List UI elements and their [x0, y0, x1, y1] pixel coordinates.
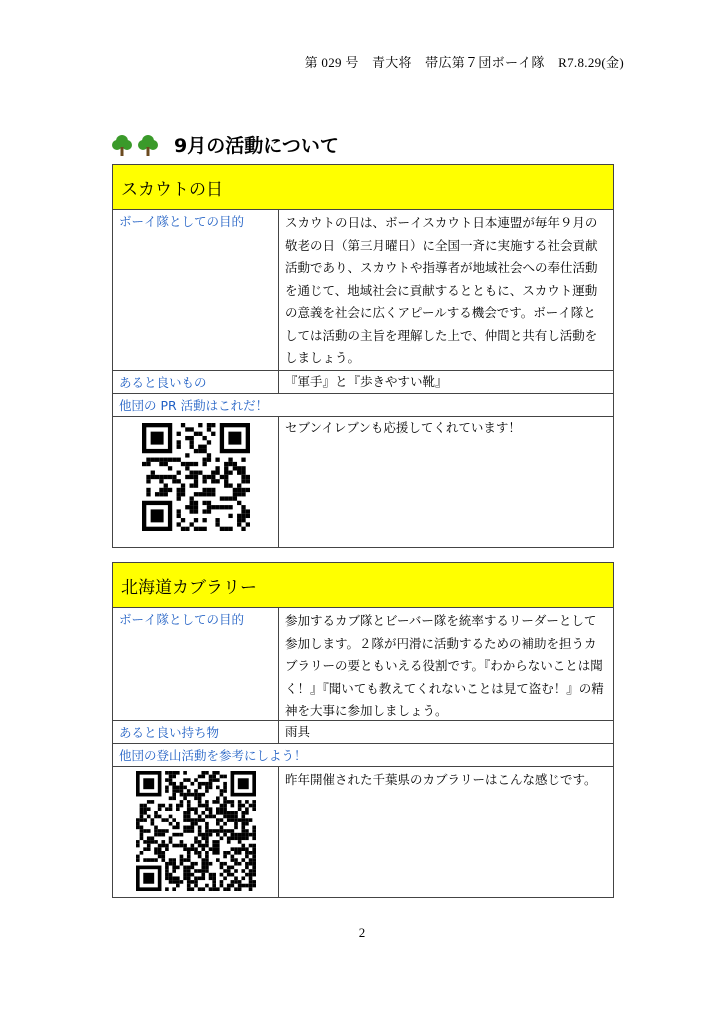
qr-cell — [113, 417, 279, 547]
page-title-row — [112, 131, 339, 158]
qr-note: 昨年開催された千葉県のカブラリーはこんな感じです。 — [285, 772, 597, 787]
link-label: 他団の登山活動を参考にしよう！ — [119, 748, 307, 763]
qr-note: セブンイレブンも応援してくれています！ — [285, 420, 521, 435]
qr-code-icon[interactable] — [136, 771, 256, 891]
qr-cell — [113, 767, 279, 897]
tree-icon — [112, 134, 132, 156]
section-heading: スカウトの日 — [113, 165, 613, 210]
purpose-text: スカウトの日は、ボーイスカウト日本連盟が毎年９月の敬老の日（第三月曜日）に全国一斉に実施する社会貢献活動であり、スカウトや指導者が地域社会への奉仕活動を通じて、地域社会に貢献するとともに、スカウト運動の意義を社会に広くアピールする機会です。ボーイ隊としては活動の主旨を理解した上で、仲間と共有し活動をしましょう。 — [285, 215, 598, 365]
page-number: 2 — [358, 925, 366, 940]
qr-code-icon[interactable] — [142, 423, 250, 531]
purpose-text: 参加するカブ隊とビーバー隊を統率するリーダーとして参加します。２隊が円滑に活動するための補助を担うカブラリーの要ともいえる役割です。『わからないことは聞く！』『聞いても教えてくれないことは見て盗む！』の精神を大事に参加しましょう。 — [285, 613, 604, 718]
issue-header: 第 029 号 青大将 帯広第７団ボーイ隊 R7.8.29(金) — [304, 55, 624, 70]
items-text: 『軍手』と『歩きやすい靴』 — [285, 374, 448, 389]
items-label: あると良いもの — [113, 371, 279, 393]
tree-icon — [138, 134, 158, 156]
items-text: 雨具 — [285, 724, 311, 739]
page-title: 9月の活動について — [174, 135, 339, 157]
purpose-label: ボーイ隊としての目的 — [113, 210, 279, 370]
section-hokkaido-cuboree — [112, 562, 614, 898]
link-label: 他団の PR 活動はこれだ！ — [119, 398, 269, 413]
purpose-label: ボーイ隊としての目的 — [113, 608, 279, 720]
section-heading: 北海道カブラリー — [113, 563, 613, 608]
section-scout-day — [112, 164, 614, 548]
items-label: あると良い持ち物 — [113, 721, 279, 743]
